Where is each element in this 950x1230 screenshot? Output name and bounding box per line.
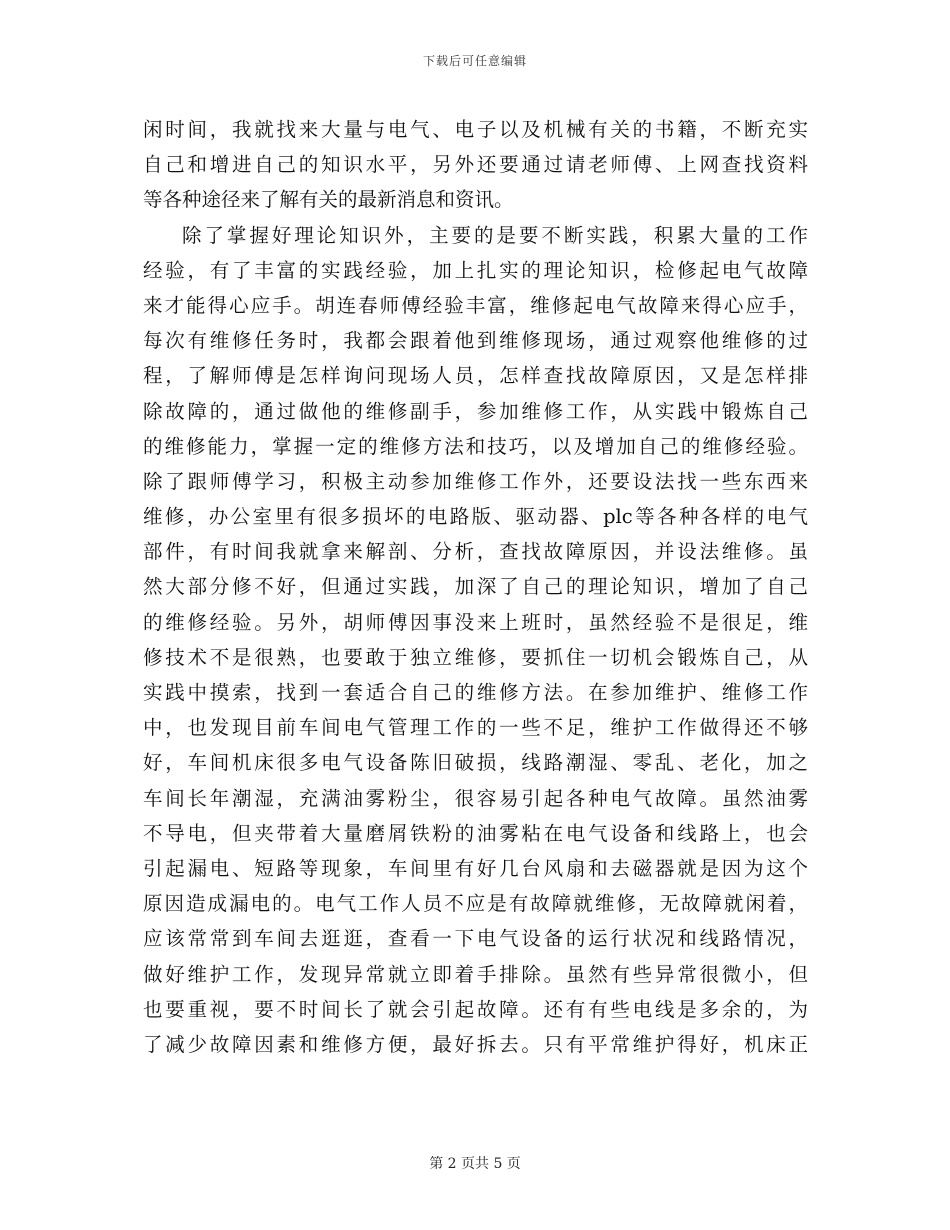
text-line: 原因造成漏电的。电气工作人员不应是有故障就维修，无故障就闲着，	[143, 892, 808, 916]
text-line: 程，了解师傅是怎样询问现场人员，怎样查找故障原因，又是怎样排	[143, 364, 808, 388]
page-header: 下载后可任意编辑	[422, 54, 527, 68]
text-line: 的维修经验。另外，胡师傅因事没来上班时，虽然经验不是很足，维	[143, 610, 808, 634]
text-line: 每次有维修任务时，我都会跟着他到维修现场，通过观察他维修的过	[143, 329, 808, 353]
text-line: 也要重视，要不时间长了就会引起故障。还有有些电线是多余的，为	[143, 997, 808, 1021]
text-line: 自己和增进自己的知识水平，另外还要通过请老师傅、上网查找资料	[143, 153, 808, 177]
text-line: 维修，办公室里有很多损坏的电路版、驱动器、plc等各种各样的电气	[143, 505, 808, 529]
text-line: 除故障的，通过做他的维修副手，参加维修工作，从实践中锻炼自己	[143, 399, 808, 423]
text-line: 引起漏电、短路等现象，车间里有好几台风扇和去磁器就是因为这个	[143, 856, 808, 880]
text-line: 好，车间机床很多电气设备陈旧破损，线路潮湿、零乱、老化，加之	[143, 751, 808, 775]
text-line: 中，也发现目前车间电气管理工作的一些不足，维护工作做得还不够	[143, 716, 808, 740]
text-line: 经验，有了丰富的实践经验，加上扎实的理论知识，检修起电气故障	[143, 258, 808, 282]
text-line: 不导电，但夹带着大量磨屑铁粉的油雾粘在电气设备和线路上，也会	[143, 821, 808, 845]
text-line: 做好维护工作，发现异常就立即着手排除。虽然有些异常很微小，但	[143, 962, 808, 986]
text-line: 应该常常到车间去逛逛，查看一下电气设备的运行状况和线路情况，	[143, 927, 808, 951]
text-line: 修技术不是很熟，也要敢于独立维修，要抓住一切机会锻炼自己，从	[143, 645, 808, 669]
text-line: 实践中摸索，找到一套适合自己的维修方法。在参加维护、维修工作	[143, 681, 808, 704]
document-body	[143, 112, 808, 1062]
text-line: 车间长年潮湿，充满油雾粉尘，很容易引起各种电气故障。虽然油雾	[143, 786, 808, 810]
text-line: 等各种途径来了解有关的最新消息和资讯。	[143, 188, 514, 212]
text-line: 来才能得心应手。胡连春师傅经验丰富，维修起电气故障来得心应手，	[143, 293, 808, 317]
text-line: 闲时间，我就找来大量与电气、电子以及机械有关的书籍，不断充实	[143, 118, 808, 141]
text-line: 的维修能力，掌握一定的维修方法和技巧，以及增加自己的维修经验。	[143, 434, 808, 458]
text-line: 然大部分修不好，但通过实践，加深了自己的理论知识，增加了自己	[143, 575, 808, 599]
text-line: 除了跟师傅学习，积极主动参加维修工作外，还要设法找一些东西来	[143, 469, 808, 493]
text-line: 除了掌握好理论知识外，主要的是要不断实践，积累大量的工作	[182, 223, 808, 247]
text-line: 了减少故障因素和维修方便，最好拆去。只有平常维护得好，机床正	[143, 1032, 808, 1056]
text-line: 部件，有时间我就拿来解剖、分析，查找故障原因，并设法维修。虽	[143, 540, 808, 564]
page-footer: 第 2 页共 5 页	[429, 1156, 521, 1172]
